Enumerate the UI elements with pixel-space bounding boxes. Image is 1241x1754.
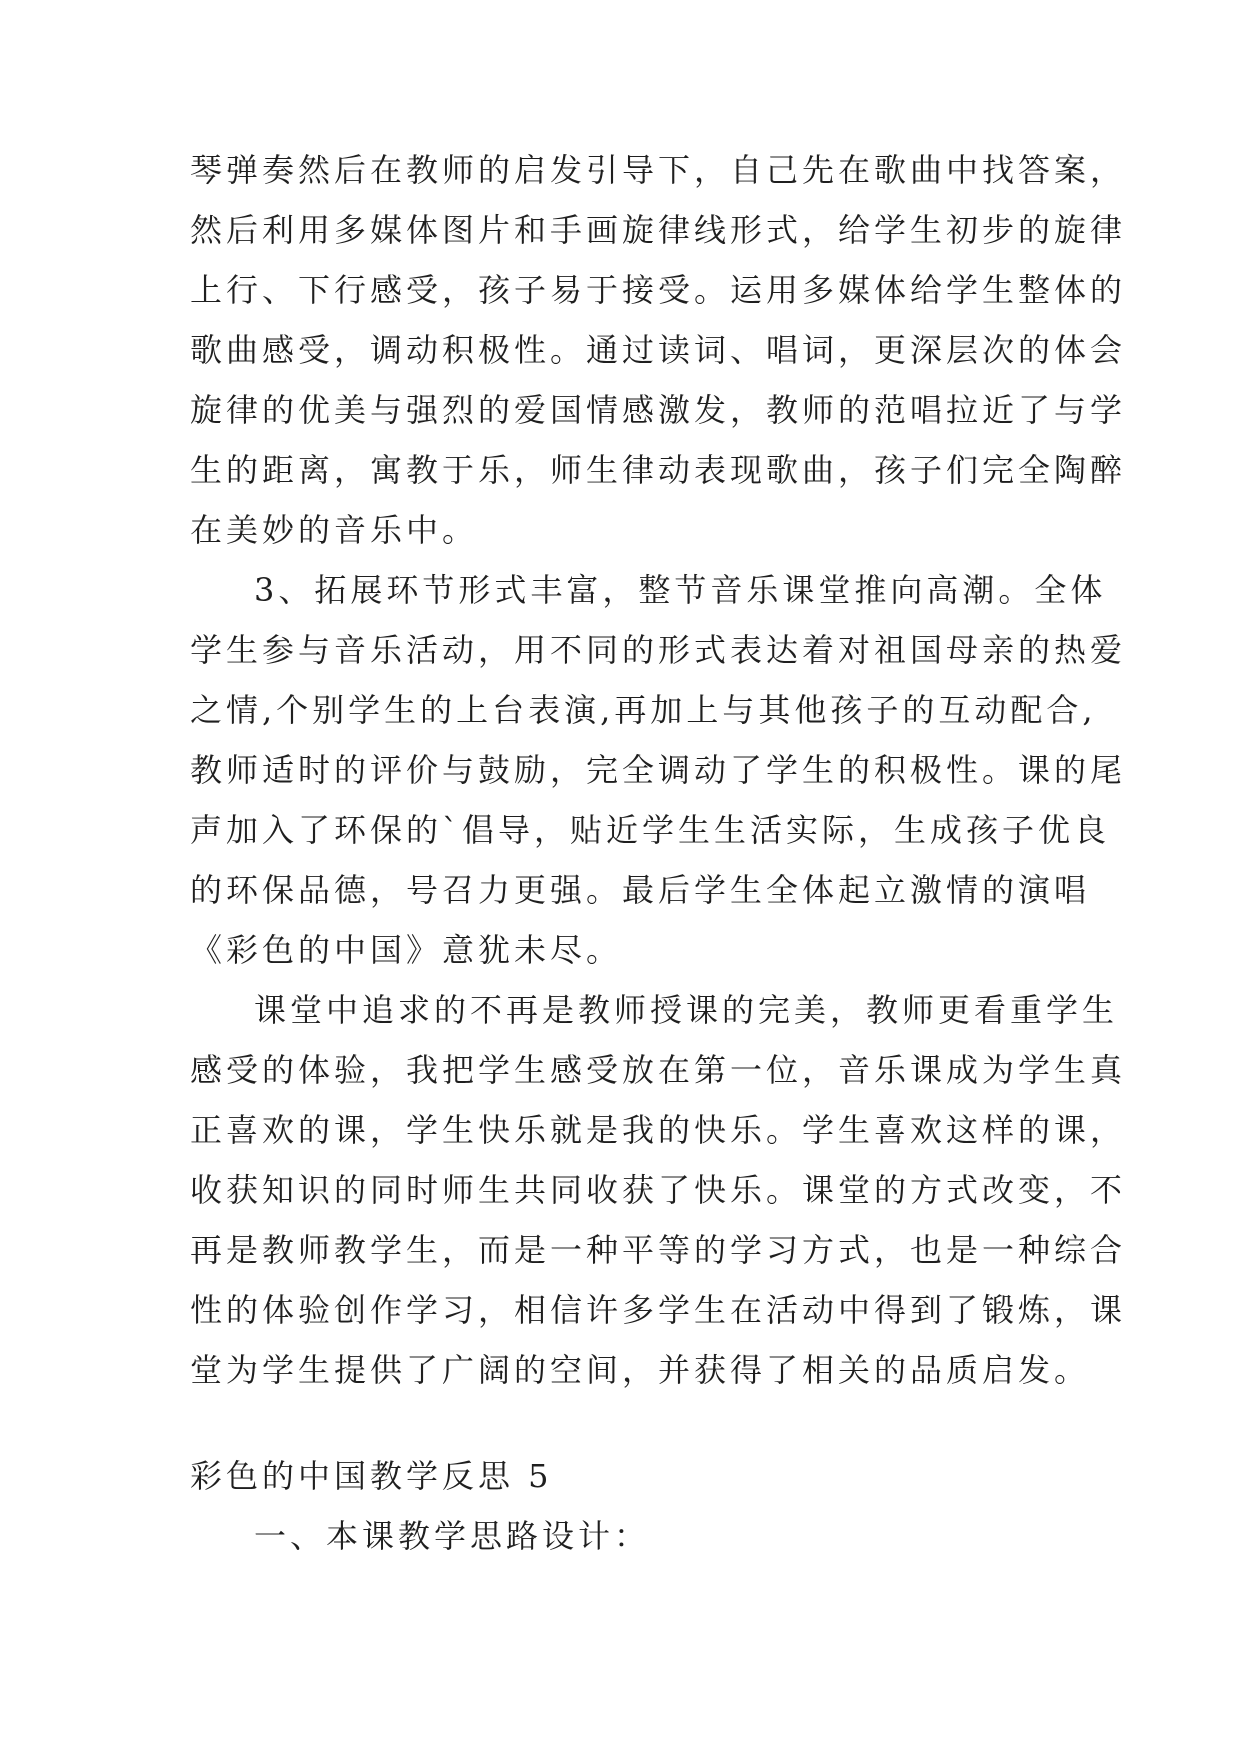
paragraph-line: 性的体验创作学习，相信许多学生在活动中得到了锻炼，课	[190, 1291, 1127, 1329]
paragraph-line: 再是教师教学生，而是一种平等的学习方式，也是一种综合	[190, 1231, 1127, 1269]
paragraph-line: 之情,个别学生的上台表演,再加上与其他孩子的互动配合,	[190, 691, 1097, 729]
section-heading: 彩色的中国教学反思 5	[190, 1457, 553, 1495]
paragraph-line: 琴弹奏然后在教师的启发引导下，自己先在歌曲中找答案，	[190, 151, 1127, 189]
paragraph-line: 生的距离，寓教于乐，师生律动表现歌曲，孩子们完全陶醉	[190, 451, 1127, 489]
paragraph-line: 在美妙的音乐中。	[190, 511, 479, 549]
subsection-heading: 一、本课教学思路设计：	[254, 1517, 651, 1555]
paragraph-line: 旋律的优美与强烈的爱国情感激发，教师的范唱拉近了与学	[190, 391, 1127, 429]
paragraph-line: 学生参与音乐活动，用不同的形式表达着对祖国母亲的热爱	[190, 631, 1127, 669]
paragraph-line: 3、拓展环节形式丰富，整节音乐课堂推向高潮。全体	[254, 571, 1107, 609]
paragraph-line: 的环保品德，号召力更强。最后学生全体起立激情的演唱	[190, 871, 1091, 909]
paragraph-line: 上行、下行感受，孩子易于接受。运用多媒体给学生整体的	[190, 271, 1127, 309]
paragraph-line: 歌曲感受，调动积极性。通过读词、唱词，更深层次的体会	[190, 331, 1127, 369]
paragraph-line: 收获知识的同时师生共同收获了快乐。课堂的方式改变，不	[190, 1171, 1127, 1209]
paragraph-line: 正喜欢的课，学生快乐就是我的快乐。学生喜欢这样的课，	[190, 1111, 1127, 1149]
paragraph-line: 堂为学生提供了广阔的空间，并获得了相关的品质启发。	[190, 1351, 1091, 1389]
paragraph-line: 教师适时的评价与鼓励，完全调动了学生的积极性。课的尾	[190, 751, 1127, 789]
paragraph-line: 然后利用多媒体图片和手画旋律线形式，给学生初步的旋律	[190, 211, 1127, 249]
paragraph-line: 感受的体验，我把学生感受放在第一位，音乐课成为学生真	[190, 1051, 1127, 1089]
paragraph-line: 课堂中追求的不再是教师授课的完美，教师更看重学生	[254, 991, 1119, 1029]
paragraph-line: 声加入了环保的`倡导，贴近学生生活实际，生成孩子优良	[190, 811, 1111, 849]
paragraph-line: 《彩色的中国》意犹未尽。	[190, 931, 623, 969]
